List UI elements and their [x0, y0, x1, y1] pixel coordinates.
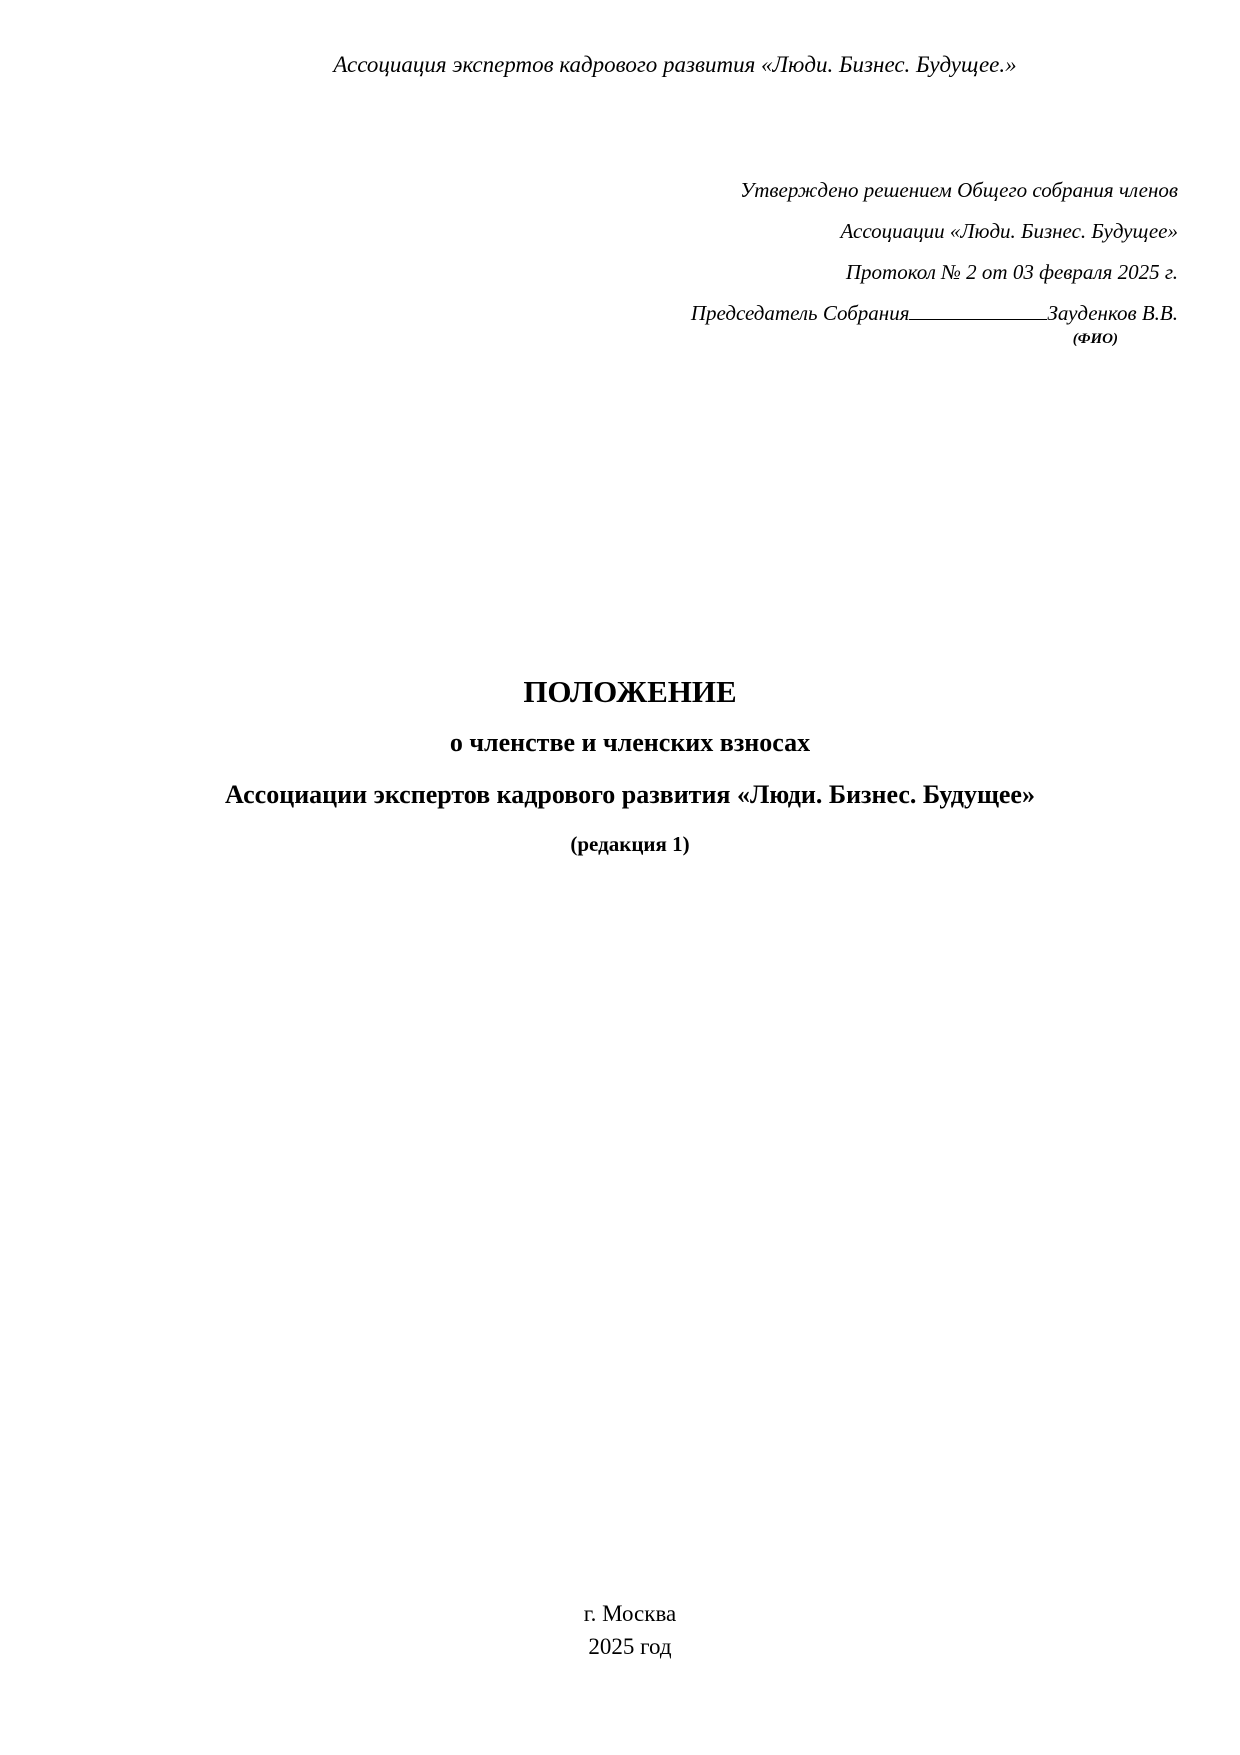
approval-line-protocol: Протокол № 2 от 03 февраля 2025 г.	[845, 260, 1178, 284]
approval-line-chair	[478, 293, 1178, 334]
approval-line-association: Ассоциации «Люди. Бизнес. Будущее»	[840, 219, 1178, 243]
chair-name: Зауденков В.В.	[1047, 301, 1178, 325]
document-header-organization: Ассоциация экспертов кадрового развития «Люди. Бизнес. Будущее.»	[333, 52, 1017, 77]
fio-caption: (ФИО)	[1072, 331, 1118, 347]
document-title-block	[0, 670, 1240, 859]
footer-year: 2025 год	[588, 1634, 672, 1659]
document-edition: (редакция 1)	[570, 832, 690, 856]
footer-city: г. Москва	[583, 1601, 677, 1626]
document-subtitle: о членстве и членских взносах	[449, 728, 811, 757]
approval-block	[478, 170, 1178, 348]
approval-line-decision: Утверждено решением Общего собрания членов	[740, 178, 1178, 202]
document-footer	[0, 1597, 1240, 1663]
signature-line	[909, 301, 1047, 320]
chair-label: Председатель Собрания	[690, 301, 910, 325]
document-title: ПОЛОЖЕНИЕ	[523, 674, 737, 709]
document-title-organization: Ассоциации экспертов кадрового развития «Люди. Бизнес. Будущее»	[225, 780, 1035, 809]
